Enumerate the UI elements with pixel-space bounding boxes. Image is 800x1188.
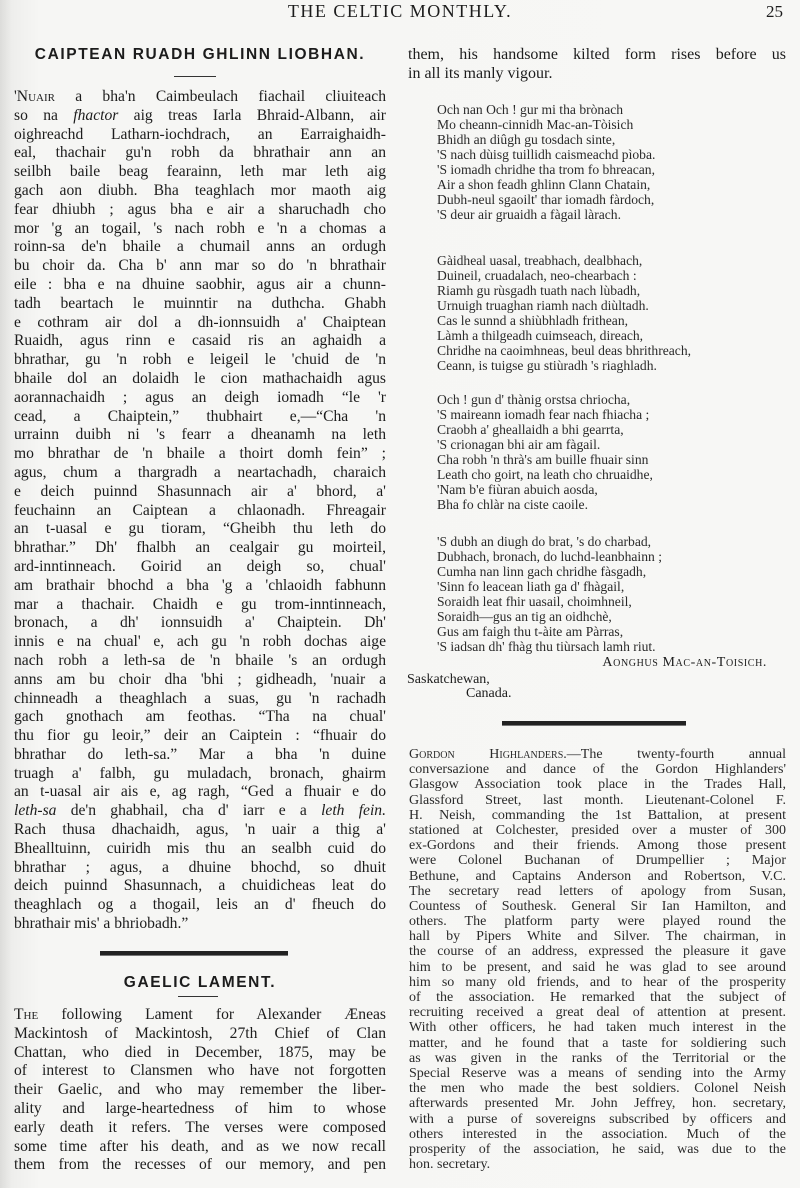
poem-stanza <box>437 392 787 512</box>
poem-line: Air a shon feadh ghlinn Clann Chatain, <box>437 177 651 192</box>
poem-line: Gàidheal uasal, treabhach, dealbhach, <box>437 253 643 268</box>
text-line: mar a thachair. Chaidh e gu trom-inntinneach, <box>14 595 386 613</box>
poem-stanza <box>437 102 787 222</box>
text-line: stationed at Colchester, presided over a muster of 300 <box>409 822 786 838</box>
text-line <box>14 107 386 126</box>
text-line: bronach, a dh' ionnsuidh a' Chaiptein. Dh' <box>14 614 386 632</box>
italic-text: fhactor <box>73 106 119 124</box>
text-line: e deich puinnd Shasunnach air a' bhord, a' <box>14 482 386 500</box>
text-line: urrainn duibh ni 's fearr a dheanamh na leth <box>14 426 386 444</box>
article-lament-intro-continued <box>408 45 786 83</box>
lament-poem <box>437 102 787 676</box>
text-line: him to be present, and said he was glad to see around <box>409 959 786 975</box>
text-line: others. The platform party were played round the <box>409 914 786 930</box>
text-line: him so many old friends, and to hear of the prosperity <box>409 974 786 990</box>
running-title: THE CELTIC MONTHLY. <box>287 1 513 21</box>
place-line-2: Canada. <box>466 686 512 701</box>
poem-line: Duineil, cruadalach, neo-chearbach : <box>437 268 637 283</box>
poem-line: Riamh gu rùsgadh tuath nach lùbadh, <box>437 283 641 298</box>
text-line: with a purse of sovereigns subscribed by officers and <box>409 1111 786 1127</box>
text-line: Mackintosh of Mackintosh, 27th Chief of Clan <box>14 1024 386 1042</box>
text-line: ality and large-heartedness of him to whose <box>14 1099 386 1117</box>
text-line: seilbh baile beag fearainn, leth mar leth aig <box>14 163 386 181</box>
text-line: conversazione and dance of the Gordon Highlanders' <box>409 762 786 778</box>
text-line: Bhealltuinn, cuiridh mis thu an sealbh cuid do <box>14 839 386 857</box>
text-line: afterwards presented Mr. John Jeffrey, hon. secretary, <box>409 1096 786 1112</box>
text-line: of the association. He remarked that the subject of <box>409 990 786 1005</box>
lead-in-small-caps: Gordon Highlanders. <box>409 747 567 762</box>
poem-signature: Aonghus Mac-an-Toisich. <box>602 655 767 670</box>
text-line: as was given in the ranks of the Territorial or the <box>409 1050 786 1066</box>
article-caiptean-body <box>14 88 386 934</box>
text-line: the course of an address, expressed the pleasure it gave <box>409 944 786 960</box>
poem-line: 'S iomadh chridhe tha trom fo bhreacan, <box>437 162 655 177</box>
text-line: prosperity of the association, he said, was due to the <box>409 1141 786 1157</box>
text-line: feuchainn an Caiptean a chlaonadh. Fhreagair <box>14 501 386 519</box>
text-line: 'Nuair a bha'n Caimbeulach fiachail cliuiteach <box>14 88 386 105</box>
poem-line: 'S nach dùisg tuillidh caismeachd pìoba. <box>437 147 656 162</box>
text-line: aorannachaidh ; agus an deigh iomadh “le 'r <box>14 388 386 406</box>
poem-line: Chridhe na caoimhneas, beul deas bhrithreach, <box>437 343 692 358</box>
text-line: eal, thachair gu'n robh da bhrathair ann an <box>14 144 386 162</box>
text-line: Bethune, and Captains Anderson and Robertson, V.C. <box>409 868 786 884</box>
text-line: thu fior gu leoir,” deir an Caiptein : “fhuair do <box>14 727 386 745</box>
poem-line: Ceann, is tuigse gu stiùradh 's riaghladh. <box>437 358 657 373</box>
text-segment: aig treas Iarla Bhraid-Albann, air <box>118 106 386 124</box>
text-line: Glasgow Association took place in the Trades Hall, <box>409 777 786 793</box>
poem-line: Cha robh 'n thrà's am buille fhuair sinn <box>437 452 649 467</box>
text-line: were Colonel Buchanan of Drumpellier ; Major <box>409 853 786 869</box>
poem-line: 'S crionagan bhi air am fàgail. <box>437 437 601 452</box>
text-line: fear dhiubh ; agus bha e air a sharuchadh cho <box>14 200 386 218</box>
poem-line: Bha fo chlàr na ciste caoile. <box>437 497 588 512</box>
text-line: deich puinnd Shasunnach, a chuidicheas leat do <box>14 877 386 895</box>
text-line: ard-inntinneach. Goirid an deigh so, chual' <box>14 557 386 575</box>
text-line: eile : bha e na dhuine saobhir, agus air a chunn- <box>14 275 386 293</box>
poem-line: Gus am faigh thu t-àite am Pàrras, <box>437 624 624 639</box>
poem-line: 'S deur air gruaidh a fàgail làrach. <box>437 207 621 222</box>
text-line: Special Reserve was a means of sending into the Army <box>409 1065 786 1081</box>
poem-line: Soraidh—gus an tig an oidhchè, <box>437 609 612 624</box>
poem-line: 'S dubh an diugh do brat, 's do charbad, <box>437 534 652 549</box>
poem-line: Dubh-neul sgaoilt' thar iomadh fàrdoch, <box>437 192 655 207</box>
text-line: Chattan, who died in December, 1875, may be <box>14 1043 386 1061</box>
text-line: bhrathar, gu 'n robh e leigeil le 'chuid de 'n <box>14 351 386 369</box>
text-line: bhaile dol an dolaidh le cion mathachaidh agus <box>14 369 386 387</box>
text-line: cead, a Chaiptein,” thubhairt e,—“Cha 'n <box>14 407 386 425</box>
text-line: gach aon diubh. Bha teaghlach mor maoth aig <box>14 181 386 199</box>
text-line: Ruaidh, agus rinn e casaid ris an aghaidh a <box>14 332 386 350</box>
text-line: truagh a' falbh, gu muladach, bronach, ghairm <box>14 764 386 782</box>
poem-line: 'Nam b'e fiùran abuich aosda, <box>437 482 598 497</box>
text-line: nach robh a leth-sa de 'n bhaile 's an ordugh <box>14 651 386 669</box>
text-line: Gordon Highlanders.—The twenty-fourth annual <box>409 747 786 762</box>
poem-line: Cas le sunnd a shiùbhladh frithean, <box>437 313 629 328</box>
text-line: others interested in the association. Much of the <box>409 1126 786 1142</box>
poem-line: Leath cho goirt, na leath cho chruaidhe, <box>437 467 653 482</box>
text-segment: so na <box>14 106 74 124</box>
poem-line: 'Sinn fo leacean liath ga d' fhàgail, <box>437 579 625 594</box>
lead-in-small-caps: The <box>14 1006 39 1023</box>
text-segment: de'n ghabhail, cha d' iarr e a <box>56 802 322 820</box>
poem-line: Soraidh leat fhir uasail, choimhneil, <box>437 594 632 609</box>
text-line: agus, chum a thargradh a neartachadh, charaich <box>14 463 386 481</box>
text-line: H. Neish, commanding the 1st Battalion, at present <box>409 807 786 823</box>
text-line: Rach thusa dhachaidh, agus, 'n uair a thig a' <box>14 821 386 839</box>
text-line: ex-Gordons and their friends. Among those present <box>409 838 786 854</box>
poem-line: Och ! gun d' thànig orstsa chriocha, <box>437 392 631 407</box>
poem-line: Bhidh an diûgh gu tosdach sinte, <box>437 132 616 147</box>
article-title-caiptean: CAIPTEAN RUADH GHLINN LIOBHAN. <box>34 46 366 63</box>
text-line: hall by Pipers White and Silver. The chairman, in <box>409 929 786 945</box>
text-line: am brathair bhochd a bha 'g a 'chlaoidh fabhunn <box>14 576 386 594</box>
text-line: some time after his death, and as we now recall <box>14 1137 386 1155</box>
text-line: theaghlach og a thogail, leis an d' fheuch do <box>14 896 386 914</box>
text-line: mor 'g an togail, 's nach robh e 'n a chomas a <box>14 219 386 237</box>
place-line-1: Saskatchewan, <box>407 672 490 687</box>
text-line: e cothram air dol a dh-ionnsuidh a' Chaiptean <box>14 313 386 331</box>
poem-line: Och nan Och ! gur mi tha brònach <box>437 102 624 117</box>
text-line: anns am bu choir dha 'bhi ; gidheadh, 'nuair a <box>14 670 386 688</box>
poem-line: Cumha nan linn gach chridhe fàsgadh, <box>437 564 647 579</box>
title-rule <box>178 996 218 997</box>
text-line: innis e na chual' e, ach gu 'n robh dochas aige <box>14 633 386 651</box>
text-line: bhrathair mis' a bhriobadh.” <box>14 915 189 933</box>
text-line: bhrathar.” Dh' fhalbh an cealgair gu moirteil, <box>14 539 386 557</box>
text-line: roinn-sa de'n bhaile a chumail anns an ordugh <box>14 238 386 256</box>
poem-line: 'S iadsan dh' fhàg thu tiùrsach lamh riut. <box>437 639 656 654</box>
text-line: oighreachd Latharn-iochdrach, an Earraighaidh- <box>14 125 386 143</box>
poem-line: Craobh a' gheallaidh a bhi gearrta, <box>437 422 624 437</box>
text-line <box>14 802 386 821</box>
text-line: gach gnothach am feothas. “Tha na chual' <box>14 708 386 726</box>
text-line: hon. secretary. <box>409 1157 491 1173</box>
text-line: an t-uasal e gu tioram, “Gheibh thu leth do <box>14 520 386 538</box>
text-line: chinneadh a theaghlach a suas, gu 'n rachadh <box>14 689 386 707</box>
poem-stanza <box>437 253 787 373</box>
article-lament-intro <box>14 1006 386 1175</box>
lead-in-small-caps: 'Nuair <box>14 88 55 105</box>
poem-line: Urnuigh truaghan riamh nach diùltadh. <box>437 298 649 313</box>
text-line: bhrathar ; agus, a dhuine bhochd, so dhuit <box>14 858 386 876</box>
text-line: them, his handsome kilted form rises before us <box>408 46 786 63</box>
text-line: them from the recesses of our memory, and pen <box>14 1156 386 1174</box>
text-line: Countess of Southesk. General Sir Ian Hamilton, and <box>409 898 786 914</box>
italic-text: leth fein. <box>321 802 386 820</box>
text-line: matter, and he found that a taste for soldiering such <box>409 1035 786 1051</box>
text-line: recruiting received a great deal of attention at present. <box>409 1005 786 1021</box>
poem-line: 'S maireann iomadh fear nach fhiacha ; <box>437 407 650 422</box>
italic-text: leth-sa <box>14 802 57 820</box>
poem-line: Dubhach, bronach, do luchd-leanbhainn ; <box>437 549 662 564</box>
text-line: the men who made the best soldiers. Colonel Neish <box>409 1081 786 1097</box>
text-line: The secretary read letters of apology from Susan, <box>409 883 786 899</box>
poem-line: Làmh a thilgeadh cuimseach, direach, <box>437 328 644 343</box>
text-line: With other officers, he had taken much interest in the <box>409 1020 786 1036</box>
text-line: an t-uasal air ais e, ag ragh, “Ged a fhuair e do <box>14 783 386 801</box>
section-divider <box>502 721 686 726</box>
text-line: tadh beartach le muinntir na duthcha. Ghabh <box>14 294 386 312</box>
text-line: of interest to Clansmen who have not forgotten <box>14 1062 386 1080</box>
poem-line: Mo cheann-cinnidh Mac-an-Tòisich <box>437 117 634 132</box>
section-divider <box>100 951 288 956</box>
text-line: bhrathar do leth-sa.” Mar a bha 'n duine <box>14 745 386 763</box>
text-line: Glassford Street, last month. Lieutenant-Colonel F. <box>409 792 786 808</box>
poem-stanza <box>437 534 787 654</box>
text-line: The following Lament for Alexander Æneas <box>14 1006 386 1023</box>
page-number: 25 <box>766 2 783 21</box>
text-line: in all its manly vigour. <box>408 65 553 82</box>
text-line: their Gaelic, and who may remember the liber- <box>14 1081 386 1099</box>
text-line: bu choir da. Cha b' ann mar so do 'n bhrathair <box>14 257 386 275</box>
text-line: early death it refers. The verses were composed <box>14 1118 386 1136</box>
title-rule <box>174 76 216 77</box>
article-gordon-highlanders <box>409 747 786 1172</box>
text-line: mo bhrathar de 'n bhaile a thoirt domh fein” ; <box>14 445 386 463</box>
article-title-gaelic-lament: GAELIC LAMENT. <box>123 974 277 991</box>
